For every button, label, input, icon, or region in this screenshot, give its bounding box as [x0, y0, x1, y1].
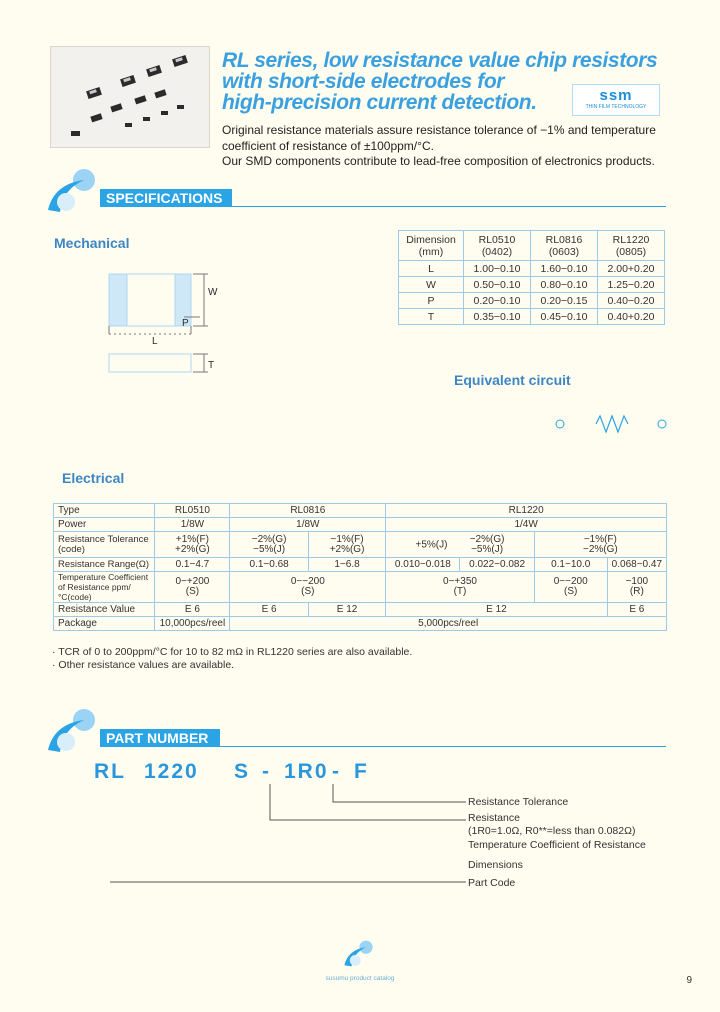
product-photo [50, 46, 210, 148]
intro-line-1: Original resistance materials assure resistance tolerance of −1% and temperature [222, 123, 656, 137]
dimension-table [398, 230, 665, 325]
table-row: Temperature Coefficient of Resistance ppm/°C(code) 0−+200 (S) 0−−200 (S) 0−+350 (T) 0−−200 (S) −100 (R) [54, 572, 667, 603]
table-row: L 1.00−0.10 1.60−0.10 2.00+0.20 [399, 261, 665, 277]
note-1: · TCR of 0 to 200ppm/°C for 10 to 82 mΩ in RL1220 series are also available. [52, 646, 413, 658]
table-row: Type RL0510 RL0816 RL1220 [54, 504, 667, 518]
intro-line-3: Our SMD components contribute to lead-free composition of electronics products. [222, 154, 655, 168]
specifications-heading: SPECIFICATIONS [100, 189, 232, 207]
mechanical-heading: Mechanical [54, 235, 130, 251]
title-line-1: RL series, low resistance value chip resistors [222, 49, 658, 72]
resistor-symbol [552, 414, 672, 434]
code-series: RL [94, 760, 126, 783]
drawing-label-t: T [208, 360, 215, 371]
footer-tagline: susumu product catalog [325, 975, 395, 982]
drawing-label-p: P [182, 318, 189, 329]
electrical-table [53, 503, 667, 631]
page-number: 9 [686, 975, 692, 986]
table-row: P 0.20−0.10 0.20−0.15 0.40−0.20 [399, 293, 665, 309]
dim-header-cell: Dimension (mm) [399, 231, 464, 261]
equivalent-circuit-heading: Equivalent circuit [454, 372, 571, 388]
mechanical-drawing [100, 268, 220, 380]
note-2: · Other resistance values are available. [52, 659, 235, 671]
intro-line-2: coefficient of resistance of ±100ppm/°C. [222, 138, 434, 153]
intro-text [222, 123, 692, 170]
dim-header-cell: RL0510 (0402) [464, 231, 531, 261]
dim-header-cell: RL0816 (0603) [531, 231, 598, 261]
code-tcr: S [234, 760, 251, 783]
code-dash: - [332, 760, 341, 783]
notes [52, 646, 412, 672]
table-row: Package 10,000pcs/reel 5,000pcs/reel [54, 617, 667, 631]
table-row: W 0.50−0.10 0.80−0.10 1.25−0.20 [399, 277, 665, 293]
footer-swirl-icon [340, 940, 380, 970]
code-size: 1220 [144, 760, 199, 783]
label-resistance: Resistance [468, 812, 520, 824]
electrical-heading: Electrical [62, 470, 125, 486]
table-row: Resistance Tolerance (code) +1%(F) +2%(G) −2%(G) −5%(J) −1%(F) +2%(G) +5%(J) −2%(G) −5%(J) −1%(F) −2%(G) [54, 532, 667, 558]
specifications-rule [232, 206, 666, 207]
part-number-heading: PART NUMBER [100, 729, 220, 747]
footer-logo [320, 940, 400, 982]
title-line-2: with short-side electrodes for [222, 70, 505, 93]
section-swirl-icon [44, 708, 104, 758]
table-row: Resistance Range(Ω) 0.1−4.7 0.1−0.68 1−6.8 0.010−0.018 0.022−0.082 0.1−10.0 0.068−0.47 [54, 558, 667, 572]
label-dimensions: Dimensions [468, 859, 523, 871]
code-resistance: 1R0 [284, 760, 329, 783]
part-number-rule [220, 746, 666, 747]
logo-name: ssm [599, 87, 633, 104]
table-row: T 0.35−0.10 0.45−0.10 0.40+0.20 [399, 309, 665, 325]
drawing-label-w: W [208, 287, 218, 298]
company-logo [572, 84, 660, 116]
label-part-code: Part Code [468, 877, 516, 889]
label-tolerance: Resistance Tolerance [468, 796, 569, 808]
table-row: Resistance Value E 6 E 6 E 12 E 12 E 6 [54, 603, 667, 617]
code-tolerance: F [354, 760, 369, 783]
label-tcr: Temperature Coefficient of Resistance [468, 839, 646, 851]
logo-tagline: THIN FILM TECHNOLOGY [585, 104, 647, 110]
code-dash: - [262, 760, 271, 783]
section-swirl-icon [44, 168, 104, 218]
label-resistance-note: (1R0=1.0Ω, R0**=less than 0.082Ω) [468, 825, 636, 837]
title-line-3: high-precision current detection. [222, 91, 537, 114]
dim-header-cell: RL1220 (0805) [598, 231, 665, 261]
table-row: Power 1/8W 1/8W 1/4W [54, 518, 667, 532]
drawing-label-l: L [152, 336, 158, 347]
part-number-leader-lines [100, 784, 470, 888]
